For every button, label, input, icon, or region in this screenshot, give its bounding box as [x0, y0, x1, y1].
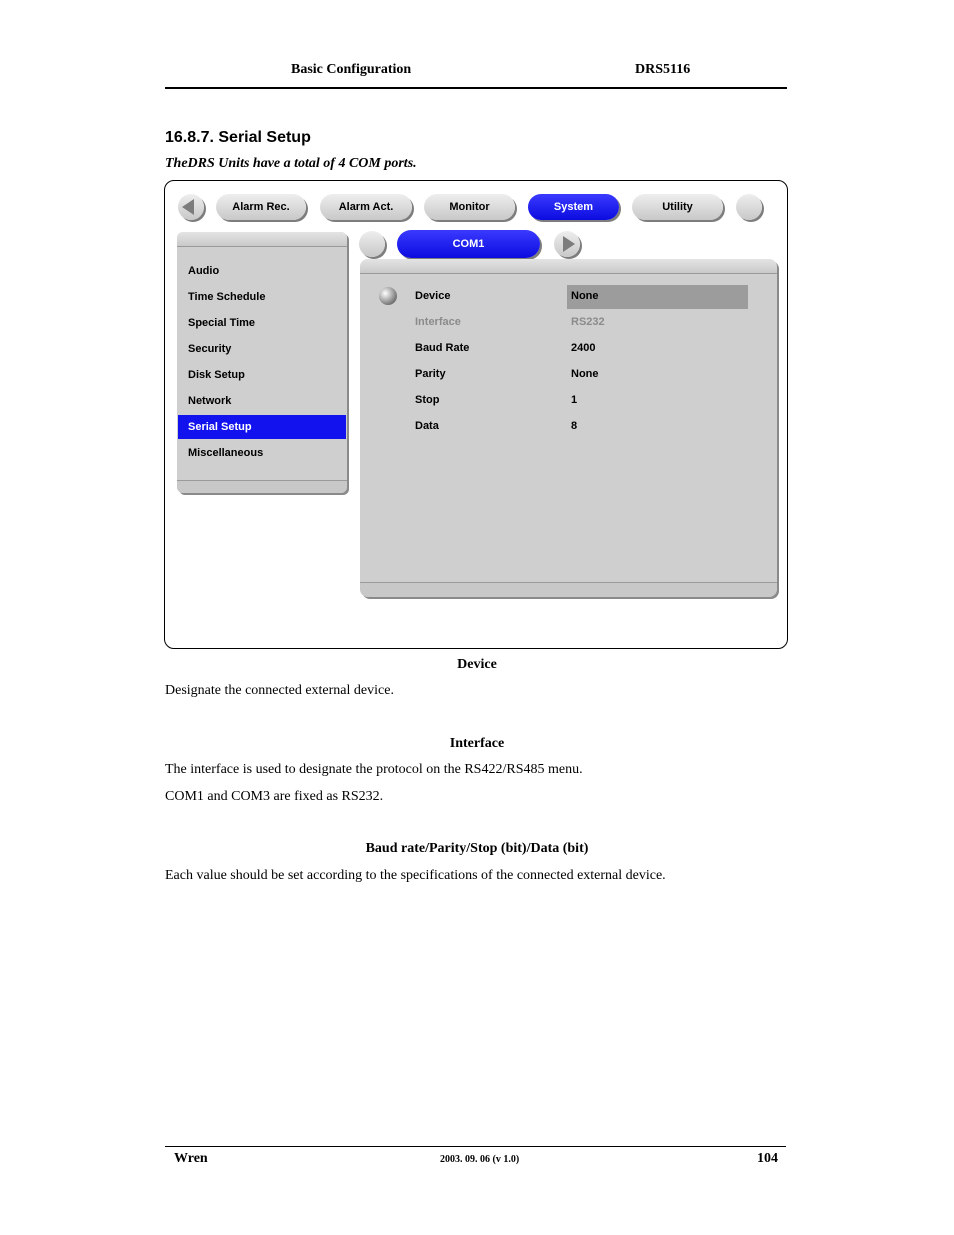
menu-item-network[interactable]: Network [188, 395, 232, 407]
setting-label-device: Device [415, 290, 451, 302]
setting-value-stop[interactable]: 1 [571, 394, 578, 406]
prev-arrow-button[interactable] [178, 194, 204, 220]
com-next-button[interactable] [554, 231, 580, 257]
setting-value-parity[interactable]: None [571, 368, 599, 380]
left-arrow-icon [182, 199, 194, 215]
interface-note: COM1 and COM3 are fixed as RS232. [165, 789, 384, 804]
menu-item-security[interactable]: Security [188, 343, 232, 355]
menu-item-time-schedule[interactable]: Time Schedule [188, 291, 266, 303]
setting-value-baud-rate[interactable]: 2400 [571, 342, 596, 354]
setting-label-stop: Stop [415, 394, 440, 406]
system-menu-panel [177, 232, 347, 493]
selection-bullet-icon [379, 287, 397, 305]
baud-heading: Baud rate/Parity/Stop (bit)/Data (bit) [365, 841, 589, 856]
tab-alarm-rec[interactable]: Alarm Rec. [216, 194, 306, 220]
com-prev-button[interactable] [359, 231, 385, 257]
footer-company: Wren [174, 1151, 208, 1166]
interface-heading: Interface [449, 736, 505, 751]
section-intro: TheDRS Units have a total of 4 COM ports. [165, 156, 417, 171]
menu-item-disk-setup[interactable]: Disk Setup [188, 369, 245, 381]
setting-value-device[interactable]: None [571, 290, 599, 302]
footer-date-version: 2003. 09. 06 (v 1.0) [440, 1154, 520, 1165]
baud-description: Each value should be set according to the specifications of the connected external device. [165, 868, 666, 883]
setting-label-parity: Parity [415, 368, 446, 380]
footer-divider [165, 1146, 786, 1147]
menu-item-serial-setup[interactable]: Serial Setup [178, 415, 346, 439]
device-heading: Device [457, 657, 497, 672]
setting-value-interface: RS232 [571, 316, 605, 328]
tab-system[interactable]: System [528, 194, 619, 220]
tab-monitor[interactable]: Monitor [424, 194, 515, 220]
tab-utility[interactable]: Utility [632, 194, 723, 220]
menu-item-miscellaneous[interactable]: Miscellaneous [188, 447, 264, 459]
next-nav-button[interactable] [736, 194, 762, 220]
setting-label-data: Data [415, 420, 439, 432]
setting-value-data[interactable]: 8 [571, 420, 578, 432]
header-section-title: Basic Configuration [291, 62, 412, 77]
header-divider [165, 87, 787, 89]
menu-item-special-time[interactable]: Special Time [188, 317, 256, 329]
section-title: 16.8.7. Serial Setup [165, 129, 311, 146]
menu-item-audio[interactable]: Audio [188, 265, 220, 277]
device-description: Designate the connected external device. [165, 683, 394, 698]
setting-label-baud-rate: Baud Rate [415, 342, 470, 354]
footer-page-number: 104 [757, 1151, 778, 1166]
interface-description: The interface is used to designate the protocol on the RS422/RS485 menu. [165, 762, 583, 777]
header-product-name: DRS5116 [635, 62, 691, 77]
tab-alarm-act[interactable]: Alarm Act. [320, 194, 412, 220]
right-arrow-icon [563, 236, 575, 252]
com-port-selector[interactable]: COM1 [397, 230, 540, 258]
setting-label-interface: Interface [415, 316, 461, 328]
